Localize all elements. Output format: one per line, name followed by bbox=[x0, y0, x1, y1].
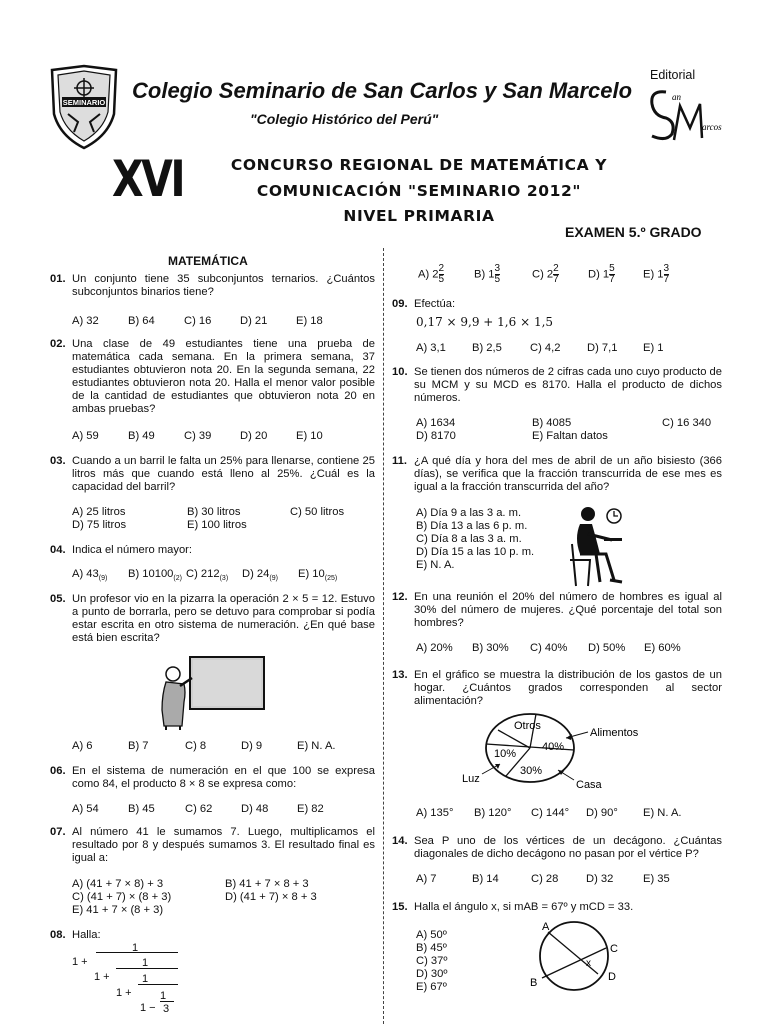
question-text: Sea P uno de los vértices de un decágono. ¿Cuántas diagonales de dicho decágono no pasan por el vértice P? bbox=[414, 835, 722, 860]
option-a[interactable]: A) 54 bbox=[72, 803, 99, 815]
option-b[interactable]: B) 41 + 7 × 8 + 3 bbox=[225, 878, 309, 890]
option-a[interactable]: A) 25 litros bbox=[72, 506, 126, 518]
question-number: 15. bbox=[392, 901, 408, 913]
contest-title-line1: CONCURSO REGIONAL DE MATEMÁTICA Y bbox=[230, 156, 608, 174]
option-b[interactable]: B) 1 $\frac{3}{5}$ bbox=[474, 263, 501, 285]
question-number: 01. bbox=[50, 273, 66, 285]
option-e[interactable]: E) $10_{(25)}$ bbox=[298, 568, 338, 582]
option-e[interactable]: E) N. A. bbox=[297, 740, 336, 752]
crest-text: SEMINARIO bbox=[62, 98, 106, 107]
option-e[interactable]: E) 35 bbox=[643, 873, 670, 885]
section-title: MATEMÁTICA bbox=[168, 254, 248, 268]
option-d[interactable]: D) 32 bbox=[586, 873, 614, 885]
question-text: Halla el ángulo x, si mAB = 67º y mCD = 33. bbox=[414, 901, 634, 913]
svg-text:an: an bbox=[672, 92, 681, 102]
option-d[interactable]: D) 48 bbox=[241, 803, 269, 815]
question-text: Indica el número mayor: bbox=[72, 544, 193, 556]
option-a[interactable]: A) 2 $\frac{2}{5}$ bbox=[418, 263, 445, 285]
option-d[interactable]: D) 8170 bbox=[416, 430, 456, 442]
option-a[interactable]: A) 1634 bbox=[416, 417, 456, 429]
question-number: 12. bbox=[392, 591, 408, 603]
option-c[interactable]: C) 16 340 bbox=[662, 417, 712, 429]
roman-numeral: XVI bbox=[112, 150, 184, 208]
option-a[interactable]: A) 59 bbox=[72, 430, 99, 442]
circle-label-b: B bbox=[530, 977, 538, 989]
option-c[interactable]: C) 50 litros bbox=[290, 506, 345, 518]
question-text: ¿A qué día y hora del mes de abril de un año bisiesto (366 días), se verifica que la fracción transcurrida de ese mes es igual a la fracción transcurrida del año? bbox=[414, 455, 722, 493]
option-c[interactable]: C) 16 bbox=[184, 315, 212, 327]
question-text: En el gráfico se muestra la distribución de los gastos de un hogar. ¿Cuántos grados corresponden al sector alimentación? bbox=[414, 669, 722, 707]
option-b[interactable]: B) 7 bbox=[128, 740, 149, 752]
option-e[interactable]: E) 41 + 7 × (8 + 3) bbox=[72, 904, 164, 916]
option-d[interactable]: D) Día 15 a las 10 p. m. bbox=[416, 546, 535, 558]
option-e[interactable]: E) 67º bbox=[416, 981, 447, 993]
option-c[interactable]: C) 144° bbox=[531, 807, 570, 819]
option-b[interactable]: B) 64 bbox=[128, 315, 155, 327]
option-d[interactable]: D) $24_{(9)}$ bbox=[242, 568, 278, 582]
question-number: 06. bbox=[50, 765, 66, 777]
option-a[interactable]: A) Día 9 a las 3 a. m. bbox=[416, 507, 522, 519]
option-c[interactable]: C) 37º bbox=[416, 955, 448, 967]
question-text: Efectúa: bbox=[414, 298, 456, 310]
contest-title-line2: COMUNICACIÓN "SEMINARIO 2012" bbox=[256, 182, 582, 200]
option-c[interactable]: C) 40% bbox=[530, 642, 568, 654]
option-b[interactable]: B) 45 bbox=[128, 803, 155, 815]
option-e[interactable]: E) 82 bbox=[297, 803, 324, 815]
question-text: Cuando a un barril le falta un 25% para llenarse, contiene 25 litros más que cuando está lleno al 25%. ¿Cuál es la capacidad del barril? bbox=[72, 455, 375, 493]
option-d[interactable]: D) 90° bbox=[586, 807, 618, 819]
option-d[interactable]: D) 30º bbox=[416, 968, 448, 980]
svg-text:arcos: arcos bbox=[702, 122, 722, 132]
option-c[interactable]: C) $212_{(3)}$ bbox=[186, 568, 229, 582]
circle-label-a: A bbox=[542, 921, 550, 933]
option-a[interactable]: A) 7 bbox=[416, 873, 437, 885]
circle-label-d: D bbox=[608, 971, 616, 983]
publisher-logo bbox=[644, 82, 724, 146]
option-d[interactable]: D) 21 bbox=[240, 315, 268, 327]
circle-chords-figure bbox=[524, 918, 624, 992]
question-number: 03. bbox=[50, 455, 66, 467]
option-b[interactable]: B) Día 13 a las 6 p. m. bbox=[416, 520, 528, 532]
option-d[interactable]: D) 1 $\frac{5}{7}$ bbox=[588, 263, 615, 285]
pie-label-casa: Casa bbox=[576, 779, 602, 791]
option-d[interactable]: D) 7,1 bbox=[587, 342, 618, 354]
option-a[interactable]: A) 6 bbox=[72, 740, 93, 752]
option-d[interactable]: D) 50% bbox=[588, 642, 626, 654]
option-c[interactable]: C) 4,2 bbox=[530, 342, 561, 354]
option-a[interactable]: A) 32 bbox=[72, 315, 99, 327]
question-text: Al número 41 le sumamos 7. Luego, multiplicamos el resultado por 8 y después sumamos 3. El resultado final es igual a: bbox=[72, 826, 375, 864]
option-e[interactable]: E) 60% bbox=[644, 642, 681, 654]
teacher-blackboard-illustration bbox=[152, 654, 267, 730]
question-number: 04. bbox=[50, 544, 66, 556]
option-b[interactable]: B) 4085 bbox=[532, 417, 572, 429]
school-crest-logo bbox=[48, 64, 120, 150]
option-e[interactable]: E) 1 $\frac{3}{7}$ bbox=[643, 263, 670, 285]
option-a[interactable]: A) 3,1 bbox=[416, 342, 446, 354]
question-text: Un profesor vio en la pizarra la operación 2 × 5 = 12. Estuvo a punto de borrarla, pero se detuvo para comprobar si podía estar escrita en otro sistema de numeración. ¿En qué base está bien escrita? bbox=[72, 593, 375, 644]
question-number: 11. bbox=[392, 455, 407, 467]
option-a[interactable]: A) (41 + 7 × 8) + 3 bbox=[72, 878, 164, 890]
exam-grade-label: EXAMEN 5.º GRADO bbox=[565, 224, 702, 240]
option-e[interactable]: E) 18 bbox=[296, 315, 323, 327]
publisher-label: Editorial bbox=[650, 68, 696, 82]
option-c[interactable]: C) 62 bbox=[185, 803, 213, 815]
option-e[interactable]: E) Faltan datos bbox=[532, 430, 608, 442]
option-c[interactable]: C) 8 bbox=[185, 740, 207, 752]
option-b[interactable]: B) $10100_{(2)}$ bbox=[128, 568, 182, 582]
question-number: 05. bbox=[50, 593, 66, 605]
question-number: 08. bbox=[50, 929, 66, 941]
angle-label-x: x bbox=[586, 958, 591, 969]
option-a[interactable]: A) 20% bbox=[416, 642, 453, 654]
question-number: 13. bbox=[392, 669, 408, 681]
option-b[interactable]: B) 30% bbox=[472, 642, 509, 654]
question-number: 10. bbox=[392, 366, 408, 378]
question-text: Un conjunto tiene 35 subconjuntos ternarios. ¿Cuántos subconjuntos binarios tiene? bbox=[72, 273, 375, 298]
option-c[interactable]: C) Día 8 a las 3 a. m. bbox=[416, 533, 522, 545]
column-divider bbox=[383, 248, 384, 1024]
question-text: Halla: bbox=[72, 929, 101, 941]
option-d[interactable]: D) 20 bbox=[240, 430, 268, 442]
question-number: 02. bbox=[50, 338, 66, 350]
option-c[interactable]: C) (41 + 7) × (8 + 3) bbox=[72, 891, 172, 903]
pie-label-luz: Luz bbox=[462, 773, 480, 785]
question-number: 14. bbox=[392, 835, 408, 847]
continued-fraction-expression: 1 1 + 1 1 + 1 1 + 1 1 − 3 bbox=[72, 942, 192, 1022]
option-e[interactable]: E) N. A. bbox=[643, 807, 682, 819]
question-text: Una clase de 49 estudiantes tiene una prueba de matemática cada semana. En la primera semana, 37 estudiantes obtuvieron nota 20. En la segunda semana, 22 estudiantes obtuvieron nota 20. Halla el menor valor posible de la cantidad de estudiantes que obtuvieron nota 20 en ambas pruebas? bbox=[72, 338, 375, 415]
option-d[interactable]: D) (41 + 7) × 8 + 3 bbox=[225, 891, 317, 903]
option-a[interactable]: A) 135° bbox=[416, 807, 454, 819]
question-text: Se tienen dos números de 2 cifras cada uno cuyo producto de su MCM y su MCD es 8170. Halla el producto de dichos números. bbox=[414, 366, 722, 404]
option-b[interactable]: B) 14 bbox=[472, 873, 499, 885]
pie-label-alimentos: Alimentos bbox=[590, 727, 639, 739]
option-d[interactable]: D) 75 litros bbox=[72, 519, 127, 531]
circle-label-c: C bbox=[610, 943, 618, 955]
option-b[interactable]: B) 2,5 bbox=[472, 342, 502, 354]
pie-label-otros: Otros bbox=[514, 720, 541, 732]
school-name: Colegio Seminario de San Carlos y San Marcelo bbox=[132, 78, 633, 103]
question-number: 07. bbox=[50, 826, 66, 838]
option-c[interactable]: C) 39 bbox=[184, 430, 212, 442]
pie-label-30: 30% bbox=[520, 765, 543, 777]
option-d[interactable]: D) 9 bbox=[241, 740, 263, 752]
person-desk-clock-illustration bbox=[566, 502, 636, 588]
pie-label-40: 40% bbox=[542, 741, 565, 753]
question-text: En una reunión el 20% del número de hombres es igual al 30% del número de mujeres. ¿Qué porcentaje del total son hombres? bbox=[414, 591, 722, 629]
option-b[interactable]: B) 49 bbox=[128, 430, 155, 442]
pie-label-10: 10% bbox=[494, 748, 517, 760]
option-a[interactable]: A) $43_{(9)}$ bbox=[72, 568, 108, 582]
option-e[interactable]: E) 1 bbox=[643, 342, 664, 354]
contest-title-line3: NIVEL PRIMARIA bbox=[343, 207, 495, 225]
pie-chart-household-expenses bbox=[458, 706, 658, 796]
option-e[interactable]: E) 10 bbox=[296, 430, 323, 442]
option-b[interactable]: B) 120° bbox=[474, 807, 512, 819]
option-b[interactable]: B) 45º bbox=[416, 942, 447, 954]
option-a[interactable]: A) 50º bbox=[416, 929, 447, 941]
question-text: En el sistema de numeración en el que 100 se expresa como 84, el producto 8 × 8 se expresa como: bbox=[72, 765, 375, 790]
school-motto: "Colegio Histórico del Perú" bbox=[250, 111, 439, 127]
q09-expression: 0,17 × 9,9 + 1,6 × 1,5 bbox=[416, 315, 554, 329]
option-e[interactable]: E) N. A. bbox=[416, 559, 455, 571]
option-c[interactable]: C) 2 $\frac{2}{7}$ bbox=[532, 263, 559, 285]
option-c[interactable]: C) 28 bbox=[531, 873, 559, 885]
option-e[interactable]: E) 100 litros bbox=[187, 519, 247, 531]
question-number: 09. bbox=[392, 298, 408, 310]
option-b[interactable]: B) 30 litros bbox=[187, 506, 241, 518]
